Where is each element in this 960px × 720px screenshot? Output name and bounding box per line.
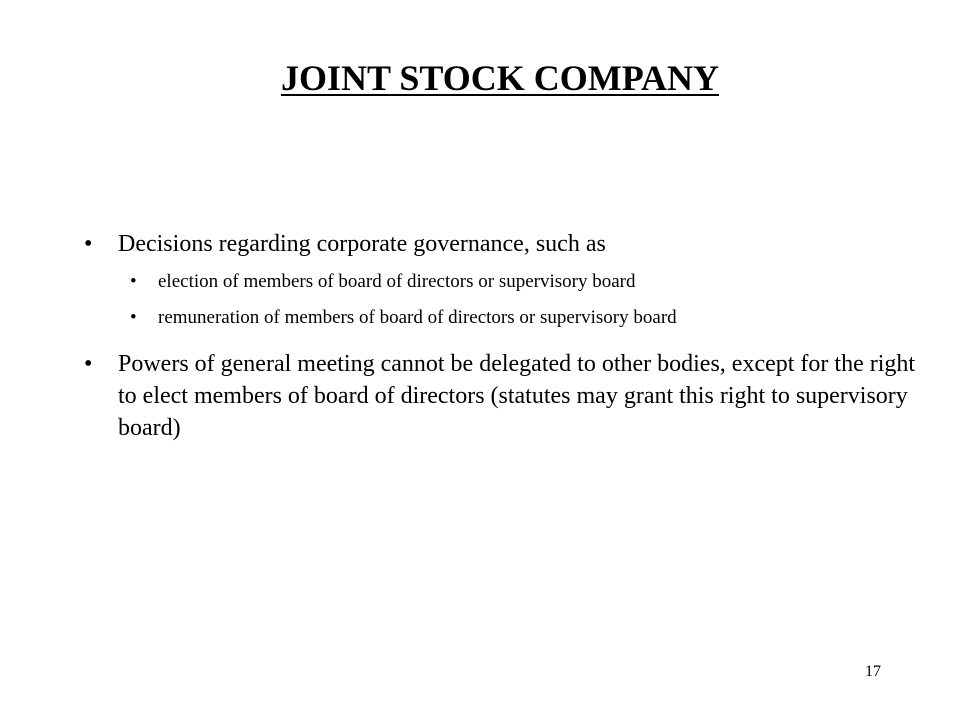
sub-bullet-item <box>0 306 960 330</box>
bullet-item <box>0 348 960 444</box>
bullet-text: Decisions regarding corporate governance, such as <box>118 231 606 257</box>
bullet-dot-icon: • <box>84 351 93 377</box>
sub-bullet-dot-icon: • <box>130 271 137 292</box>
bullet-item <box>0 228 960 260</box>
slide-title: JOINT STOCK COMPANY <box>280 58 720 98</box>
bullet-text: Powers of general meeting cannot be delegated to other bodies, except for the right to elect members of board of directors (statutes may grant this right to supervisory board) <box>118 351 916 441</box>
sub-bullet-text: election of members of board of directors or supervisory board <box>158 271 636 292</box>
sub-bullet-text: remuneration of members of board of directors or supervisory board <box>158 307 677 328</box>
page-number: 17 <box>865 663 881 680</box>
sub-bullet-item <box>0 270 960 294</box>
bullet-dot-icon: • <box>84 231 93 257</box>
sub-bullet-dot-icon: • <box>130 307 137 328</box>
slide-content <box>0 228 960 444</box>
